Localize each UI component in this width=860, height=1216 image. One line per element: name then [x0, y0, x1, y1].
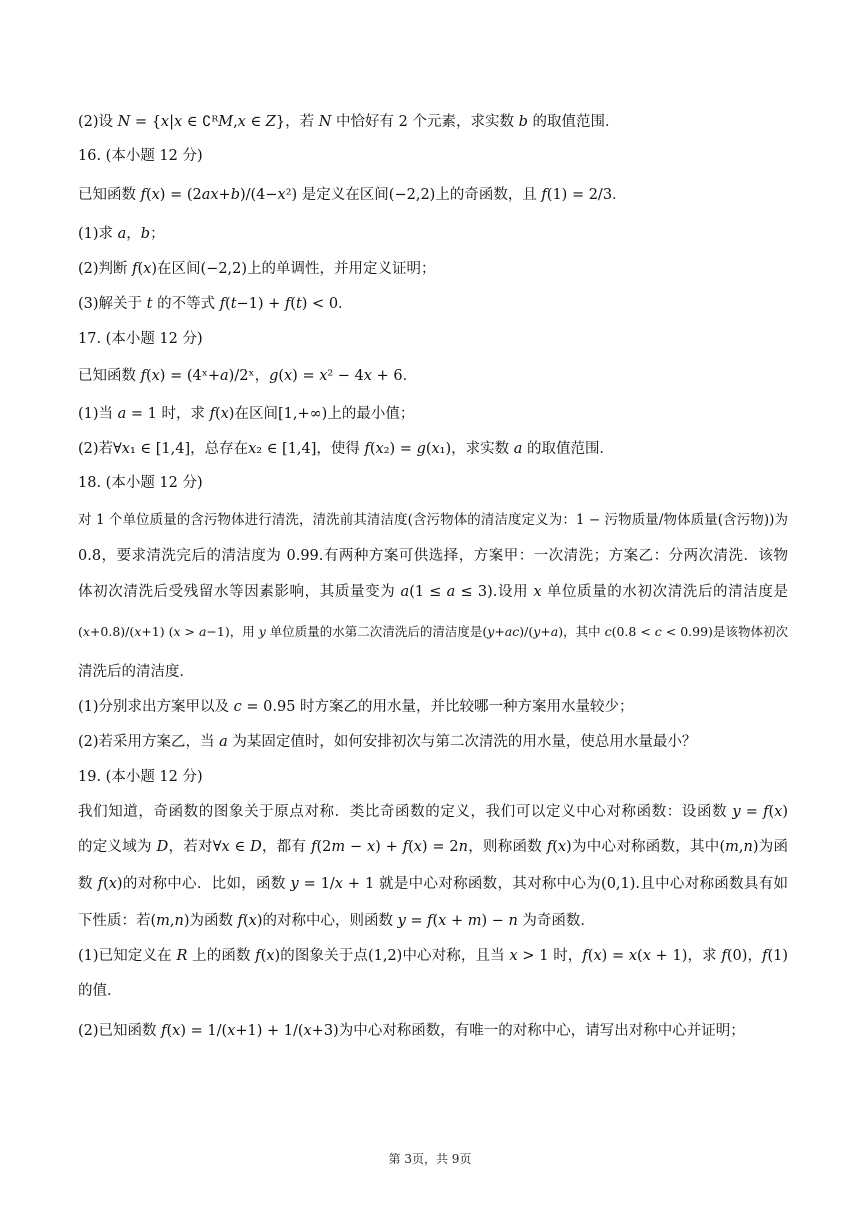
- question-heading: 18. (本小题 12 分): [78, 475, 203, 491]
- text-line: 0.8，要求清洗完后的清洁度为 0.99.有两种方案可供选择，方案甲：一次清洗；方案乙：分两次清洗．该物: [78, 548, 788, 564]
- text-line: (2)若采用方案乙，当 𝑎 为某固定值时，如何安排初次与第二次清洗的用水量，使总用水量最小？: [78, 734, 697, 750]
- text-line: 体初次清洗后受残留水等因素影响，其质量变为 𝑎(1 ≤ 𝑎 ≤ 3).设用 𝑥 单位质量的水初次清洗后的清洁度是: [78, 584, 788, 600]
- text-line: 下性质：若(𝑚,𝑛)为函数 𝑓(𝑥)的对称中心，则函数 𝑦 = 𝑓(𝑥 + 𝑚) − 𝑛 为奇函数．: [78, 913, 595, 929]
- text-line: (1)已知定义在 𝑅 上的函数 𝑓(𝑥)的图象关于点(1,2)中心对称，且当 𝑥 > 1 时，𝑓(𝑥) = 𝑥(𝑥 + 1)，求 𝑓(0)，𝑓(1): [78, 948, 788, 964]
- page-footer: 第 3页，共 9页: [388, 1152, 472, 1166]
- text-line: 已知函数 𝑓(𝑥) = (4ˣ+𝑎)/2ˣ，𝑔(𝑥) = 𝑥² − 4𝑥 + 6．: [78, 368, 418, 384]
- text-line: 已知函数 𝑓(𝑥) = (2𝑎𝑥+𝑏)/(4−𝑥²) 是定义在区间(−2,2)上的奇函数，且 𝑓(1) = 2/3．: [78, 187, 627, 203]
- text-line: 的值．: [78, 983, 122, 999]
- question-heading: 16. (本小题 12 分): [78, 148, 203, 164]
- text-line: (2)若∀𝑥₁ ∈ [1,4]，总存在𝑥₂ ∈ [1,4]，使得 𝑓(𝑥₂) = 𝑔(𝑥₁)，求实数 𝑎 的取值范围．: [78, 441, 615, 457]
- text-line: (2)设 𝑁 = {𝑥|𝑥 ∈ ∁ᴿ𝑀,𝑥 ∈ 𝑍}，若 𝑁 中恰好有 2 个元素，求实数 𝑏 的取值范围．: [78, 114, 620, 130]
- text-line: (3)解关于 𝑡 的不等式 𝑓(𝑡−1) + 𝑓(𝑡) < 0．: [78, 296, 353, 312]
- text-line: (1)求 𝑎，𝑏；: [78, 226, 165, 242]
- text-line: (1)当 𝑎 = 1 时，求 𝑓(𝑥)在区间[1,+∞)上的最小值；: [78, 406, 415, 422]
- text-line: 的定义域为 𝐷，若对∀𝑥 ∈ 𝐷，都有 𝑓(2𝑚 − 𝑥) + 𝑓(𝑥) = 2𝑛，则称函数 𝑓(𝑥)为中心对称函数，其中(𝑚,𝑛)为函: [78, 839, 788, 855]
- text-line: (2)已知函数 𝑓(𝑥) = 1/(𝑥+1) + 1/(𝑥+3)为中心对称函数，有唯一的对称中心，请写出对称中心并证明；: [78, 1023, 745, 1039]
- question-heading: 19. (本小题 12 分): [78, 769, 203, 785]
- text-line: (𝑥+0.8)/(𝑥+1) (𝑥 > 𝑎−1)，用 𝑦 单位质量的水第二次清洗后的清洁度是(𝑦+𝑎𝑐)/(𝑦+𝑎)，其中 𝑐(0.8 < 𝑐 < 0.99)是该物体初次: [78, 624, 788, 639]
- question-heading: 17. (本小题 12 分): [78, 331, 203, 347]
- text-line: 清洗后的清洁度．: [78, 664, 194, 680]
- text-line: 数 𝑓(𝑥)的对称中心．比如，函数 𝑦 = 1/𝑥 + 1 就是中心对称函数，其对称中心为(0,1).且中心对称函数具有如: [78, 876, 788, 892]
- text-line: 对 1 个单位质量的含污物体进行清洗，清洗前其清洁度(含污物体的清洁度定义为：1 − 污物质量/物体质量(含污物))为: [78, 512, 788, 528]
- text-line: 我们知道，奇函数的图象关于原点对称．类比奇函数的定义，我们可以定义中心对称函数：设函数 𝑦 = 𝑓(𝑥): [78, 804, 788, 820]
- text-line: (2)判断 𝑓(𝑥)在区间(−2,2)上的单调性，并用定义证明；: [78, 261, 436, 277]
- text-line: (1)分别求出方案甲以及 𝑐 = 0.95 时方案乙的用水量，并比较哪一种方案用水量较少；: [78, 699, 634, 715]
